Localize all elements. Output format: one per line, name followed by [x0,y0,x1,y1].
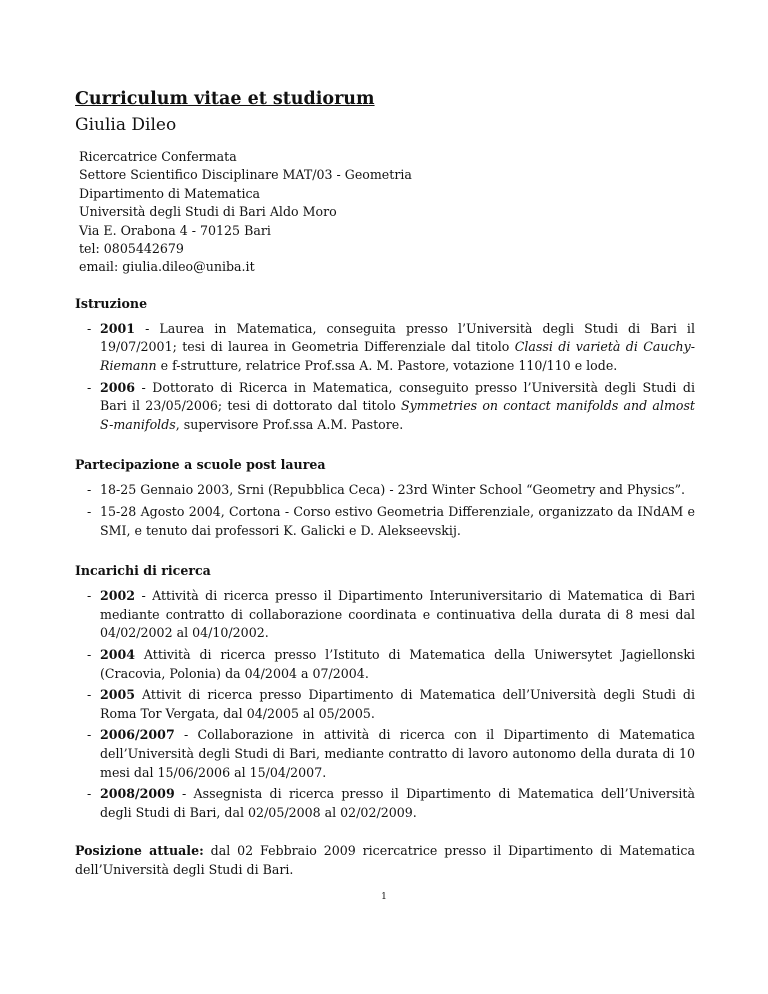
list-item: - 15-28 Agosto 2004, Cortona - Corso estivo Geometria Differenziale, organizzato da INdAM e SMI, e tenuto dai professori K. Galicki e D. Alekseevskij. [87,503,695,540]
list-item [87,379,695,435]
current-position-text: dal 02 Febbraio 2009 ricercatrice presso il Dipartimento di Matematica dell’Università degli Studi di Bari. [75,843,695,877]
item-year: 2005 [100,687,136,703]
author-name: Giulia Dileo [75,115,177,135]
section-title-scuole: Partecipazione a scuole post laurea [75,457,326,473]
contact-line-email: email: giulia.dileo@uniba.it [79,259,255,275]
item-text: , supervisore Prof.ssa A.M. Pastore. [175,416,404,432]
contact-line-phone: tel: 0805442679 [79,241,184,257]
istruzione-list [75,320,695,435]
contact-line-role: Ricercatrice Confermata [79,149,237,164]
contact-line-address: Via E. Orabona 4 - 70125 Bari [79,222,271,238]
thesis-title: Symmetries on contact manifolds and almost S-manifolds [100,398,695,432]
item-year: 2006/2007 [100,727,175,743]
item-year: 2008/2009 [100,786,175,802]
item-text: - Laurea in Matematica, conseguita presso l’Università degli Studi di Bari il 19/07/2001; tesi di laurea in Geometria Differenziale dal titolo [100,320,695,355]
item-text: Attività di ricerca presso l’Istituto di Matematica della Uniwersytet Jagiellonski (Cracovia, Polonia) da 04/2004 a 07/2004. [100,646,695,681]
item-year: 2004 [100,646,136,662]
list-item [87,646,695,683]
contact-block [79,148,695,277]
current-position-label: Posizione attuale: [75,843,204,859]
section-title-incarichi: Incarichi di ricerca [75,563,211,579]
item-text: - Attività di ricerca presso il Dipartimento Interuniversitario di Matematica di Bari mediante contratto di collaborazione coordinata e continuativa della durata di 8 mesi dal 04/02/2002 al 04/10/2002. [100,588,695,641]
contact-line-university: Università degli Studi di Bari Aldo Moro [79,204,337,220]
item-text: - Collaborazione in attività di ricerca con il Dipartimento di Matematica dell’Università degli Studi di Bari, mediante contratto di lavoro autonomo della durata di 10 mesi dal 15/06/2006 al 15/04/2007. [100,727,695,780]
list-item: - 18-25 Gennaio 2003, Srni (Repubblica Ceca) - 23rd Winter School “Geometry and Physics”. [87,481,695,500]
item-text: e f-strutture, relatrice Prof.ssa A. M. Pastore, votazione 110/110 e lode. [156,358,618,374]
list-item [87,686,695,723]
item-year: 2002 [100,588,136,604]
thesis-title: Classi di varietà di Cauchy- Riemann [100,339,695,374]
list-item [87,726,695,782]
contact-line-sector: Settore Scientifico Disciplinare MAT/03 - Geometria [79,167,412,183]
item-text: - Assegnista di ricerca presso il Dipartimento di Matematica dell’Università degli Studi di Bari, dal 02/05/2008 al 02/02/2009. [100,786,695,820]
section-title-istruzione: Istruzione [75,295,148,311]
cv-page [75,88,695,880]
item-text: - Dottorato di Ricerca in Matematica, conseguito presso l’Università degli Studi di Bari il 23/05/2006; tesi di dottorato dal titolo [100,379,695,414]
scuole-list [75,481,695,540]
item-year: 2006 [100,379,136,395]
incarichi-list [75,587,695,822]
item-year: 2001 [100,320,136,336]
page-number: 1 [381,892,387,902]
list-item [87,320,695,376]
list-item [87,587,695,643]
document-title: Curriculum vitae et studiorum [75,89,375,109]
current-position [75,842,695,879]
contact-line-department: Dipartimento di Matematica [79,185,261,201]
item-text: Attivit di ricerca presso Dipartimento di Matematica dell’Università degli Studi di Roma Tor Vergata, dal 04/2005 al 05/2005. [100,687,695,721]
list-item [87,785,695,822]
